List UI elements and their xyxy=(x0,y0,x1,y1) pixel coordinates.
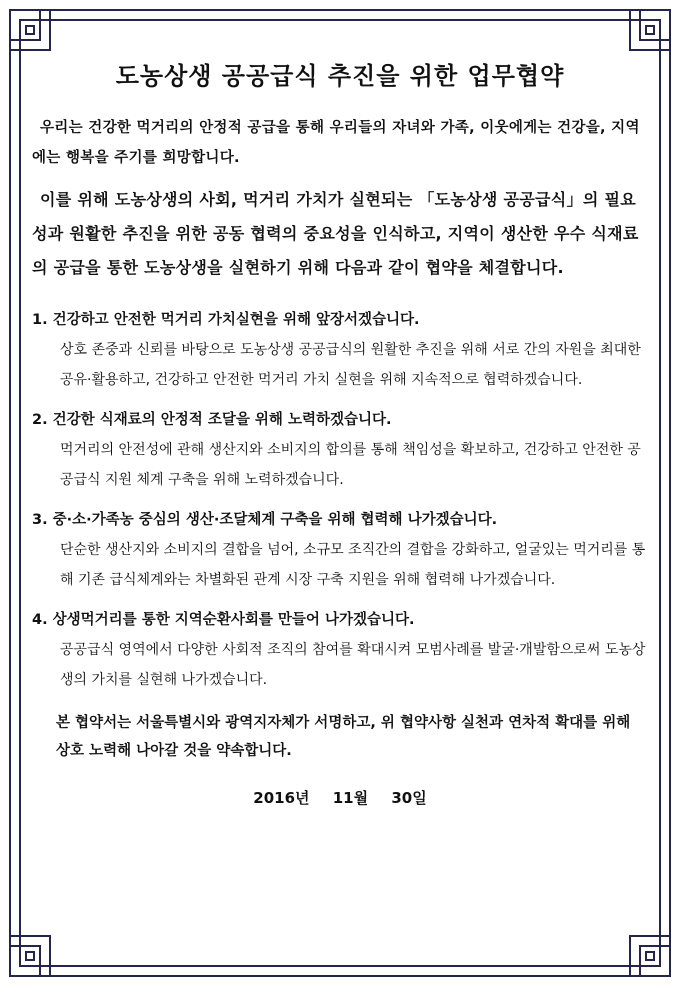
agreement-document xyxy=(32,48,648,808)
agreement-item-body: 먹거리의 안전성에 관해 생산지와 소비지의 합의를 통해 책임성을 확보하고, 건강하고 안전한 공공급식 지원 체계 구축을 위해 노력하겠습니다. xyxy=(60,442,641,488)
agreement-item-body: 단순한 생산지와 소비지의 결합을 넘어, 소규모 조직간의 결합을 강화하고, 얼굴있는 먹거리를 통해 기존 급식체계와는 차별화된 관계 시장 구축 지원을 위해 협력해 나가겠습니다. xyxy=(60,542,646,588)
agreement-item-1 xyxy=(32,305,648,395)
agreement-item-body: 공공급식 영역에서 다양한 사회적 조직의 참여를 확대시켜 모범사례를 발굴·개발함으로써 도농상생의 가치를 실현해 나가겠습니다. xyxy=(60,642,646,688)
agreement-item-heading: 1. 건강하고 안전한 먹거리 가치실현을 위해 앞장서겠습니다. xyxy=(32,312,420,328)
agreement-item-4 xyxy=(32,605,648,695)
intro-paragraph-1: 우리는 건강한 먹거리의 안정적 공급을 통해 우리들의 자녀와 가족, 이웃에게는 건강을, 지역에는 행복을 주기를 희망합니다. xyxy=(32,120,640,166)
corner-ornament-bottom-right xyxy=(630,936,670,976)
agreement-item-heading: 4. 상생먹거리를 통한 지역순환사회를 만들어 나가겠습니다. xyxy=(32,612,415,628)
corner-ornament-top-left xyxy=(10,10,50,50)
agreement-item-3 xyxy=(32,505,648,595)
corner-ornament-bottom-left xyxy=(10,936,50,976)
corner-ornament-top-right xyxy=(630,10,670,50)
agreement-item-heading: 2. 건강한 식재료의 안정적 조달을 위해 노력하겠습니다. xyxy=(32,412,392,428)
agreement-item-heading: 3. 중·소·가족농 중심의 생산·조달체계 구축을 위해 협력해 나가겠습니다. xyxy=(32,512,498,528)
agreement-item-2 xyxy=(32,405,648,495)
signing-date: 2016년 11월 30일 xyxy=(253,789,427,807)
agreement-item-body: 상호 존중과 신뢰를 바탕으로 도농상생 공공급식의 원활한 추진을 위해 서로 간의 자원을 최대한 공유·활용하고, 건강하고 안전한 먹거리 가치 실현을 위해 지속적으로 협력하겠습니다. xyxy=(60,342,641,388)
intro-paragraph-2: 이를 위해 도농상생의 사회, 먹거리 가치가 실현되는 「도농상생 공공급식」의 필요성과 원활한 추진을 위한 공동 협력의 중요성을 인식하고, 지역이 생산한 우수 식재료의 공급을 통한 도농상생을 실현하기 위해 다음과 같이 협약을 체결합니다. xyxy=(32,190,639,277)
document-title: 도농상생 공공급식 추진을 위한 업무협약 xyxy=(115,62,565,90)
closing-statement: 본 협약서는 서울특별시와 광역지자체가 서명하고, 위 협약사항 실천과 연차적 확대를 위해 상호 노력해 나아갈 것을 약속합니다. xyxy=(56,715,631,759)
